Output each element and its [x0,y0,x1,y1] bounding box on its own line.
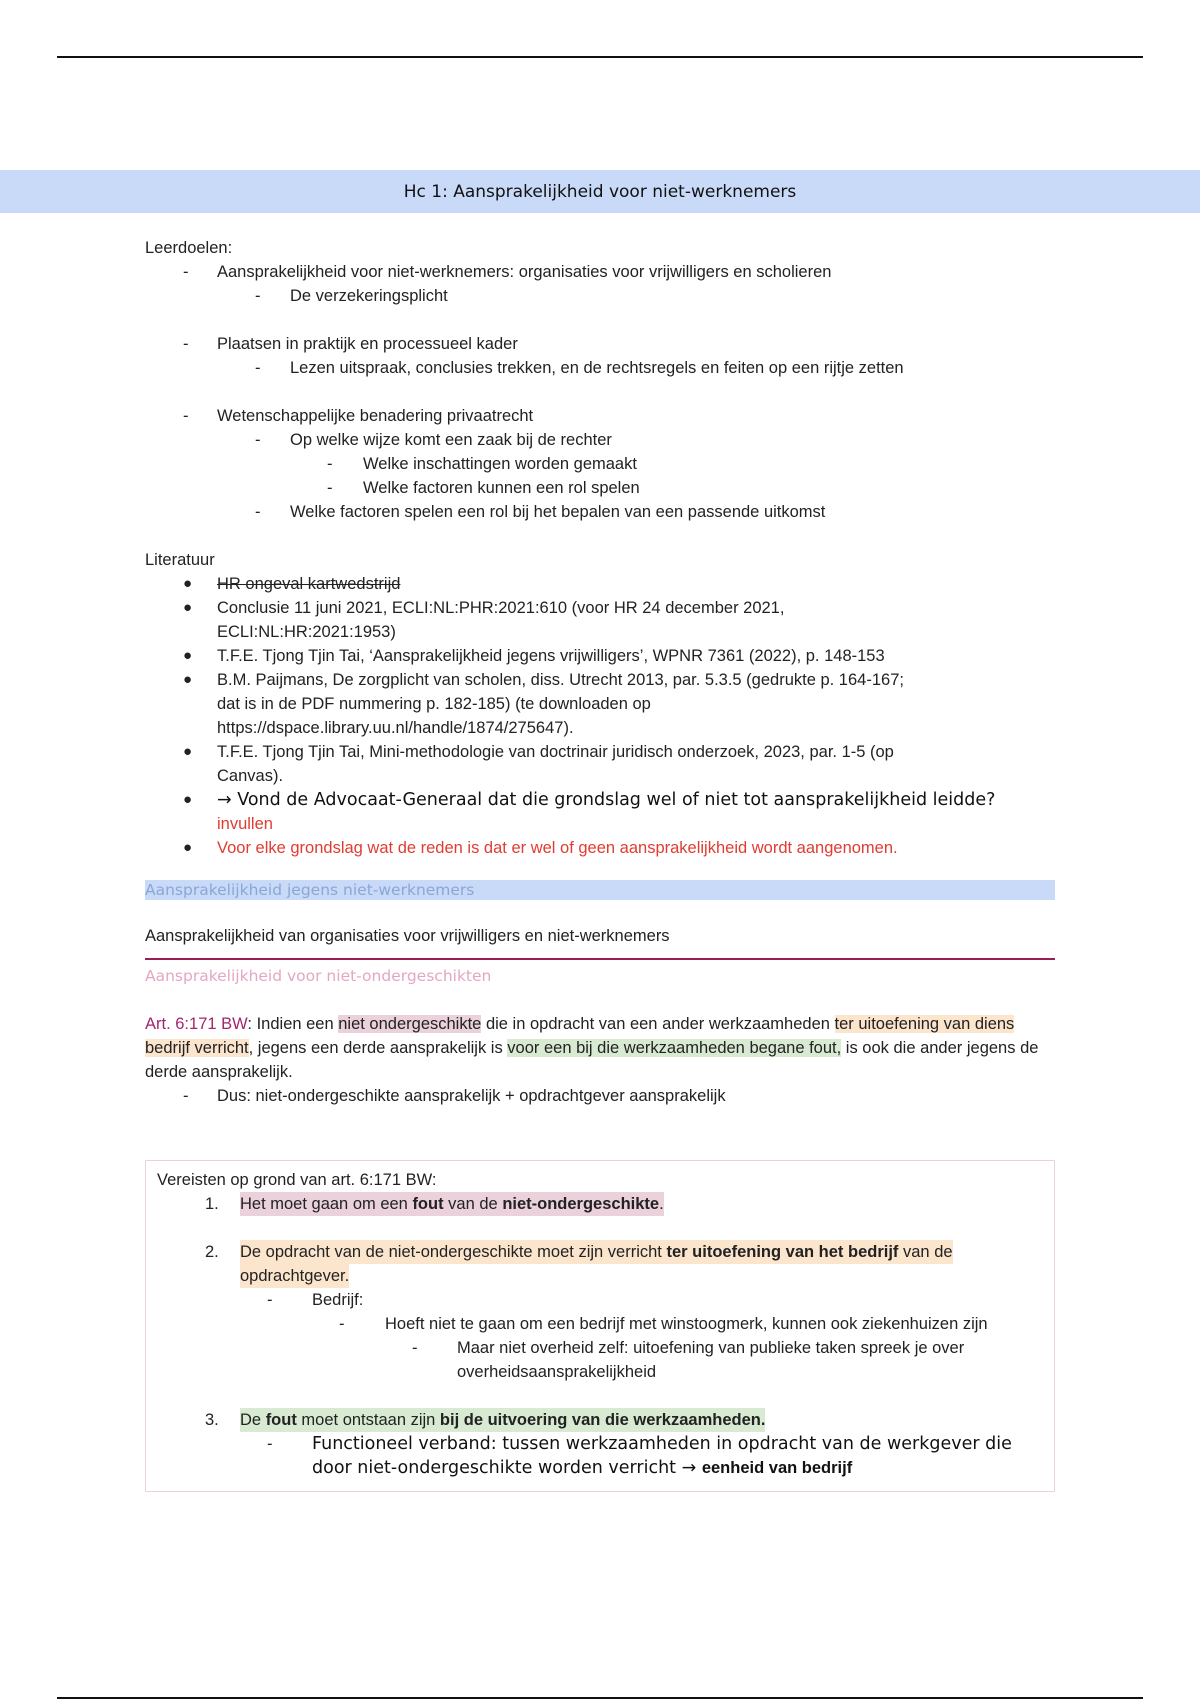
list-item: - Dus: niet-ondergeschikte aansprakelijk + opdrachtgever aansprakelijk [183,1087,726,1105]
list-item: ● B.M. Paijmans, De zorgplicht van scholen, diss. Utrecht 2013, par. 5.3.5 (gedrukte p. 164-167; [183,671,904,689]
subsection-heading: Aansprakelijkheid voor niet-ondergeschikten [145,958,1055,988]
list-item: - Welke factoren spelen een rol bij het bepalen van een passende uitkomst [255,503,826,521]
article-ref: Art. 6:171 BW [145,1015,248,1033]
requirements-heading: Vereisten op grond van art. 6:171 BW: [157,1171,437,1189]
requirement-3: 3. De fout moet ontstaan zijn bij de uitvoering van die werkzaamheden. [157,1408,1054,1432]
page-bottom-rule [57,1697,1143,1699]
list-item: - Bedrijf: [267,1291,364,1309]
list-item: ● Conclusie 11 juni 2021, ECLI:NL:PHR:2021:610 (voor HR 24 december 2021, [183,599,785,617]
list-item: - Functioneel verband: tussen werkzaamheden in opdracht van de werkgever die [267,1434,1012,1454]
list-item: - Plaatsen in praktijk en processueel kader [183,335,518,353]
list-item: - Welke inschattingen worden gemaakt [327,455,637,473]
list-item: - Aansprakelijkheid voor niet-werknemers: organisaties voor vrijwilligers en scholieren [183,263,832,281]
list-item: ● T.F.E. Tjong Tjin Tai, ‘Aansprakelijkheid jegens vrijwilligers’, WPNR 7361 (2022), p. 148-153 [183,647,885,665]
list-item: ● T.F.E. Tjong Tjin Tai, Mini-methodologie van doctrinair juridisch onderzoek, 2023, par. 1-5 (op [183,743,894,761]
list-item: ● Voor elke grondslag wat de reden is dat er wel of geen aansprakelijkheid wordt aangenomen. [183,839,898,857]
list-item-continuation: door niet-ondergeschikte worden verricht → eenheid van bedrijf [312,1458,853,1478]
article-paragraph: Art. 6:171 BW: Indien een niet ondergeschikte die in opdracht van een ander werkzaamheden ter uitoefening van diens bedrijf verricht, jegens een derde aansprakelijk is voor een bij die werkzaamheden begane fout, is ook die ander jegens de derde aansprakelijk. [145,1015,1039,1081]
literatuur-heading: Literatuur [145,551,215,569]
section-heading: Aansprakelijkheid jegens niet-werknemers [145,880,1055,900]
chapter-title: Hc 1: Aansprakelijkheid voor niet-werknemers [403,181,797,202]
list-item: ● HR ongeval kartwedstrijd [183,575,401,593]
requirement-2: 2. De opdracht van de niet-ondergeschikte moet zijn verricht ter uitoefening van het bedrijf van de [157,1240,1054,1264]
list-item: - Maar niet overheid zelf: uitoefening van publieke taken spreek je over [412,1339,965,1357]
list-item: ● → Vond de Advocaat-Generaal dat die grondslag wel of niet tot aansprakelijkheid leidde? [183,790,996,810]
list-item-continuation: overheidsaansprakelijkheid [457,1363,657,1381]
list-item-continuation: dat is in de PDF nummering p. 182-185) (te downloaden op [217,695,651,713]
list-item: - Lezen uitspraak, conclusies trekken, en de rechtsregels en feiten op een rijtje zetten [255,359,904,377]
list-item: - Hoeft niet te gaan om een bedrijf met winstoogmerk, kunnen ook ziekenhuizen zijn [339,1315,988,1333]
page-top-rule [57,56,1143,58]
list-item-continuation: https://dspace.library.uu.nl/handle/1874/275647). [217,719,574,737]
list-item: - De verzekeringsplicht [255,287,448,305]
highlight-pink: niet ondergeschikte [338,1015,482,1033]
document-body [145,236,1055,1108]
requirements-box [145,1160,1055,1492]
requirement-2-continuation: opdrachtgever. [157,1264,1054,1288]
chapter-title-band [0,170,1200,213]
requirement-1: 1. Het moet gaan om een fout van de niet-ondergeschikte. [157,1192,1054,1216]
list-item: - Welke factoren kunnen een rol spelen [327,479,640,497]
list-item-continuation: Canvas). [217,767,284,785]
leerdoelen-heading: Leerdoelen: [145,239,233,257]
highlight-peach: ter uitoefening van diens bedrijf verricht [145,1015,1015,1057]
section-intro: Aansprakelijkheid van organisaties voor vrijwilligers en niet-werknemers [145,927,670,945]
highlight-green: voor een bij die werkzaamheden begane fout, [507,1039,842,1057]
list-item-continuation: invullen [217,815,273,833]
list-item: - Op welke wijze komt een zaak bij de rechter [255,431,612,449]
list-item: - Wetenschappelijke benadering privaatrecht [183,407,534,425]
list-item-continuation: ECLI:NL:HR:2021:1953) [217,623,396,641]
